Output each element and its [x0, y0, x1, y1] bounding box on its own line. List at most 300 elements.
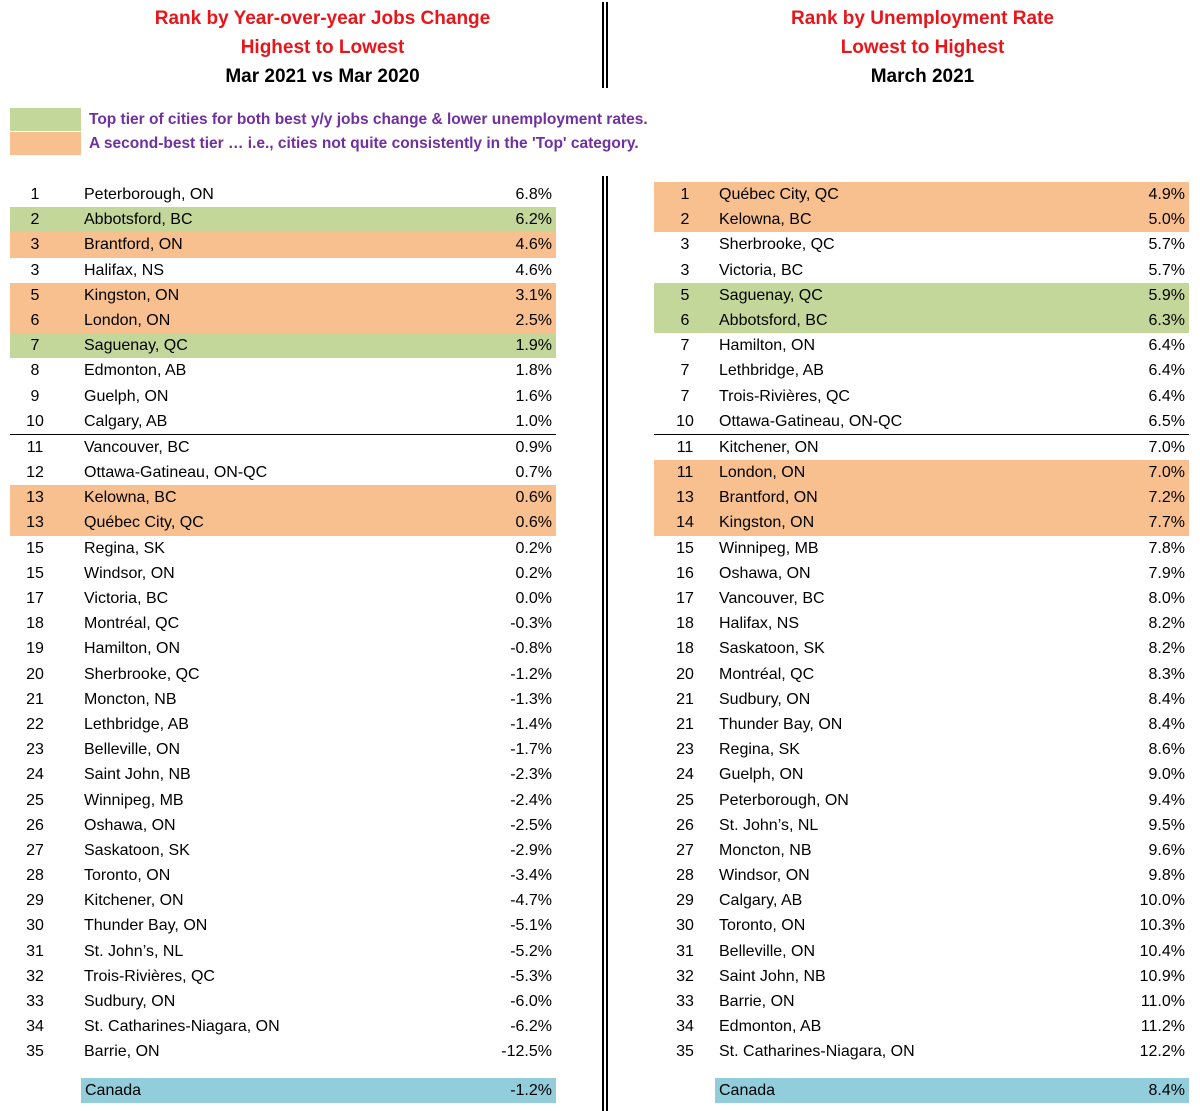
- rank-cell: 21: [676, 715, 694, 733]
- rank-cell: 17: [676, 590, 694, 607]
- value-cell: 7.2%: [1148, 489, 1185, 507]
- value-cell: 6.5%: [1148, 412, 1185, 430]
- jobs-change-table: [10, 182, 556, 1061]
- table-row: [654, 888, 1189, 913]
- table-row: [654, 333, 1189, 358]
- table-row: [654, 536, 1189, 561]
- value-cell: -0.8%: [510, 640, 552, 658]
- city-cell: Peterborough, ON: [84, 186, 214, 203]
- city-cell: Halifax, NS: [84, 261, 165, 279]
- value-cell: 5.7%: [1148, 236, 1185, 254]
- table-row: [654, 1014, 1189, 1039]
- table-row: [10, 989, 556, 1014]
- rank-cell: 18: [676, 640, 694, 658]
- rank-cell: 2: [680, 211, 690, 229]
- table-row: [654, 561, 1189, 586]
- rank-cell: 32: [26, 967, 44, 985]
- rank-cell: 2: [30, 211, 40, 229]
- value-cell: 10.9%: [1139, 967, 1185, 985]
- value-cell: 5.7%: [1148, 261, 1185, 279]
- value-cell: -5.2%: [510, 942, 552, 960]
- city-cell: St. Catharines-Niagara, ON: [84, 1018, 280, 1036]
- table-row: [654, 939, 1189, 964]
- jobs-change-header: [40, 4, 605, 91]
- table-row: [10, 232, 556, 257]
- value-cell: 9.4%: [1148, 791, 1185, 809]
- unemployment-title: Rank by Unemployment Rate: [791, 8, 1054, 29]
- value-cell: 9.8%: [1148, 867, 1185, 885]
- table-row: [654, 838, 1189, 863]
- value-cell: 0.9%: [515, 438, 552, 456]
- city-cell: Belleville, ON: [719, 942, 816, 960]
- rank-cell: 10: [26, 412, 44, 430]
- table-row: [654, 358, 1189, 383]
- city-cell: Calgary, AB: [719, 892, 803, 910]
- value-cell: 10.3%: [1139, 917, 1185, 935]
- value-cell: 1.8%: [515, 362, 552, 380]
- table-row: [10, 863, 556, 888]
- rank-cell: 18: [26, 615, 44, 633]
- rank-cell: 11: [26, 438, 44, 456]
- city-cell: Sudbury, ON: [719, 690, 811, 708]
- rank-cell: 16: [676, 564, 694, 582]
- table-row: [654, 913, 1189, 938]
- table-row: [654, 182, 1189, 207]
- table-row: [10, 358, 556, 383]
- table-row: [654, 687, 1189, 712]
- table-row: [654, 586, 1189, 611]
- city-cell: Lethbridge, AB: [719, 362, 824, 380]
- table-row: [10, 913, 556, 938]
- rank-cell: 29: [676, 892, 694, 910]
- rank-cell: 24: [26, 766, 44, 784]
- value-cell: 6.3%: [1148, 311, 1185, 329]
- city-cell: Abbotsford, BC: [84, 211, 193, 229]
- city-cell: Saguenay, QC: [719, 286, 823, 304]
- legend-swatch-second-tier: [10, 132, 81, 155]
- value-cell: -0.3%: [510, 615, 552, 633]
- rank-cell: 27: [26, 841, 44, 859]
- table-row: [654, 434, 1189, 460]
- value-cell: 8.4%: [1148, 715, 1185, 733]
- value-cell: 4.9%: [1148, 186, 1185, 203]
- table-row: [654, 662, 1189, 687]
- rank-cell: 34: [676, 1018, 694, 1036]
- rank-cell: 25: [26, 791, 44, 809]
- rank-cell: 21: [676, 690, 694, 708]
- city-cell: St. Catharines-Niagara, ON: [719, 1043, 915, 1061]
- column-divider-top: [602, 2, 608, 88]
- table-row: [10, 636, 556, 661]
- city-cell: Oshawa, ON: [719, 564, 811, 582]
- value-cell: -6.0%: [510, 993, 552, 1010]
- city-cell: Toronto, ON: [84, 867, 171, 885]
- city-cell: Brantford, ON: [84, 236, 183, 254]
- value-cell: 11.0%: [1140, 993, 1185, 1010]
- value-cell: 12.2%: [1139, 1043, 1185, 1061]
- value-cell: 8.0%: [1148, 590, 1185, 607]
- rank-cell: 9: [30, 387, 40, 405]
- unemployment-period: March 2021: [870, 66, 975, 87]
- table-row: [10, 611, 556, 636]
- rank-cell: 27: [676, 841, 694, 859]
- city-cell: Belleville, ON: [84, 741, 181, 759]
- city-cell: Kitchener, ON: [719, 438, 819, 456]
- table-row: [654, 712, 1189, 737]
- table-row: [654, 460, 1189, 485]
- table-row: [10, 182, 556, 207]
- value-cell: 10.0%: [1139, 892, 1185, 910]
- city-cell: Trois-Rivières, QC: [719, 387, 850, 405]
- value-cell: 7.8%: [1148, 539, 1185, 557]
- rank-cell: 21: [26, 690, 44, 708]
- city-cell: Guelph, ON: [719, 766, 804, 784]
- city-cell: Victoria, BC: [84, 590, 169, 607]
- rank-cell: 23: [676, 741, 694, 759]
- city-cell: Saskatoon, SK: [84, 841, 190, 859]
- value-cell: 11.2%: [1140, 1018, 1185, 1036]
- table-row: [654, 283, 1189, 308]
- rank-cell: 25: [676, 791, 694, 809]
- table-row: [10, 662, 556, 687]
- legend-text-second-tier: A second-best tier … i.e., cities not quite consistently in the 'Top' category.: [89, 135, 639, 152]
- city-cell: Windsor, ON: [84, 564, 175, 582]
- value-cell: 5.0%: [1148, 211, 1185, 229]
- table-row: [10, 939, 556, 964]
- city-cell: Oshawa, ON: [84, 816, 176, 834]
- table-row: [10, 536, 556, 561]
- city-cell: Kingston, ON: [84, 286, 180, 304]
- city-cell: Windsor, ON: [719, 867, 810, 885]
- value-cell: 6.2%: [515, 211, 552, 229]
- table-row: [10, 586, 556, 611]
- value-cell: -1.4%: [510, 715, 552, 733]
- table-row: [654, 207, 1189, 232]
- city-cell: St. John’s, NL: [719, 816, 819, 834]
- city-cell: London, ON: [84, 311, 171, 329]
- city-cell: Sudbury, ON: [84, 993, 176, 1010]
- value-cell: 4.6%: [515, 236, 552, 254]
- table-row: [10, 207, 556, 232]
- value-cell: -3.4%: [510, 867, 552, 885]
- unemployment-total-row: [715, 1078, 1189, 1103]
- rank-cell: 26: [26, 816, 44, 834]
- city-cell: Edmonton, AB: [719, 1018, 822, 1036]
- city-cell: Edmonton, AB: [84, 362, 187, 380]
- city-cell: Winnipeg, MB: [84, 791, 184, 809]
- rank-cell: 31: [26, 942, 44, 960]
- value-cell: -2.5%: [510, 816, 552, 834]
- value-cell: 7.7%: [1148, 514, 1185, 532]
- value-cell: 1.0%: [515, 412, 552, 430]
- table-row: [10, 687, 556, 712]
- table-row: [10, 283, 556, 308]
- value-cell: 0.6%: [515, 489, 552, 507]
- unemployment-subtitle: Lowest to Highest: [840, 37, 1005, 58]
- rank-cell: 1: [680, 186, 690, 203]
- value-cell: 4.6%: [515, 261, 552, 279]
- table-row: [654, 232, 1189, 257]
- rank-cell: 26: [676, 816, 694, 834]
- value-cell: -1.2%: [510, 665, 552, 683]
- table-row: [10, 788, 556, 813]
- city-cell: Kelowna, BC: [84, 489, 177, 507]
- city-cell: Hamilton, ON: [719, 337, 816, 355]
- value-cell: -2.4%: [510, 791, 552, 809]
- legend-text-top-tier: Top tier of cities for both best y/y jobs change & lower unemployment rates.: [89, 111, 648, 128]
- value-cell: 9.6%: [1148, 841, 1185, 859]
- jobs-change-subtitle: Highest to Lowest: [240, 37, 405, 58]
- rank-cell: 13: [26, 514, 44, 532]
- city-cell: Guelph, ON: [84, 387, 169, 405]
- rank-cell: 3: [30, 236, 40, 254]
- table-row: [654, 964, 1189, 989]
- rank-cell: 3: [680, 261, 690, 279]
- rank-cell: 7: [30, 337, 40, 355]
- city-cell: Saskatoon, SK: [719, 640, 825, 658]
- rank-cell: 3: [30, 261, 40, 279]
- value-cell: -6.2%: [510, 1018, 552, 1036]
- rank-cell: 19: [26, 640, 44, 658]
- city-cell: Brantford, ON: [719, 489, 818, 507]
- unemployment-table: [654, 182, 1189, 1061]
- city-cell: Victoria, BC: [719, 261, 804, 279]
- rank-cell: 7: [680, 362, 690, 380]
- city-cell: Peterborough, ON: [719, 791, 849, 809]
- value-cell: 9.5%: [1148, 816, 1185, 834]
- city-cell: Regina, SK: [719, 741, 800, 759]
- city-cell: Kingston, ON: [719, 514, 815, 532]
- table-row: [654, 863, 1189, 888]
- value-cell: 6.4%: [1148, 337, 1185, 355]
- table-row: [10, 460, 556, 485]
- city-cell: Ottawa-Gatineau, ON-QC: [84, 464, 268, 482]
- value-cell: 6.4%: [1148, 387, 1185, 405]
- value-cell: 6.4%: [1148, 362, 1185, 380]
- value-cell: 5.9%: [1148, 286, 1185, 304]
- jobs-change-total-row: [81, 1078, 556, 1103]
- value-cell: 7.0%: [1148, 438, 1185, 456]
- city-cell: Saint John, NB: [719, 967, 826, 985]
- value-cell: 0.0%: [515, 590, 552, 607]
- city-cell: Lethbridge, AB: [84, 715, 189, 733]
- value-cell: 0.7%: [515, 464, 552, 482]
- value-cell: -2.3%: [510, 766, 552, 784]
- total-label: Canada: [85, 1082, 142, 1099]
- rank-cell: 34: [26, 1018, 44, 1036]
- rank-cell: 30: [676, 917, 694, 935]
- rank-cell: 31: [676, 942, 694, 960]
- value-cell: -5.1%: [510, 917, 552, 935]
- table-row: [654, 762, 1189, 787]
- value-cell: 8.4%: [1148, 690, 1185, 708]
- table-row: [10, 258, 556, 283]
- table-row: [654, 258, 1189, 283]
- value-cell: 6.8%: [515, 186, 552, 203]
- value-cell: 2.5%: [515, 311, 552, 329]
- rank-cell: 15: [26, 539, 44, 557]
- city-cell: Barrie, ON: [84, 1043, 160, 1061]
- table-row: [654, 308, 1189, 333]
- table-row: [654, 989, 1189, 1014]
- value-cell: 8.2%: [1148, 640, 1185, 658]
- city-cell: Kelowna, BC: [719, 211, 812, 229]
- table-row: [654, 409, 1189, 434]
- rank-cell: 24: [676, 766, 694, 784]
- rank-cell: 8: [30, 362, 40, 380]
- value-cell: 7.0%: [1148, 464, 1185, 482]
- city-cell: Trois-Rivières, QC: [84, 967, 215, 985]
- total-value: -1.2%: [510, 1082, 552, 1099]
- city-cell: Calgary, AB: [84, 412, 168, 430]
- city-cell: Saguenay, QC: [84, 337, 188, 355]
- rank-cell: 14: [676, 514, 694, 532]
- city-cell: Québec City, QC: [84, 514, 204, 532]
- rank-cell: 15: [676, 539, 694, 557]
- rank-cell: 33: [676, 993, 694, 1010]
- rank-cell: 13: [676, 489, 694, 507]
- table-row: [10, 409, 556, 434]
- table-row: [654, 510, 1189, 535]
- rank-cell: 35: [26, 1043, 44, 1061]
- city-cell: Winnipeg, MB: [719, 539, 819, 557]
- table-row: [654, 788, 1189, 813]
- rank-cell: 7: [680, 337, 690, 355]
- table-row: [10, 737, 556, 762]
- value-cell: 10.4%: [1139, 942, 1185, 960]
- city-cell: Sherbrooke, QC: [84, 665, 200, 683]
- rank-cell: 30: [26, 917, 44, 935]
- unemployment-header: [640, 4, 1200, 91]
- city-cell: Thunder Bay, ON: [84, 917, 208, 935]
- table-row: [654, 813, 1189, 838]
- table-row: [10, 964, 556, 989]
- city-cell: Montréal, QC: [719, 665, 815, 683]
- value-cell: 0.2%: [515, 564, 552, 582]
- value-cell: -1.3%: [510, 690, 552, 708]
- city-cell: Abbotsford, BC: [719, 311, 828, 329]
- value-cell: 3.1%: [515, 286, 552, 304]
- table-row: [10, 838, 556, 863]
- table-row: [10, 510, 556, 535]
- city-cell: Vancouver, BC: [719, 590, 825, 607]
- jobs-change-period: Mar 2021 vs Mar 2020: [225, 66, 420, 87]
- value-cell: -5.3%: [510, 967, 552, 985]
- city-cell: Regina, SK: [84, 539, 165, 557]
- table-row: [10, 561, 556, 586]
- table-row: [10, 434, 556, 460]
- value-cell: -4.7%: [510, 892, 552, 910]
- city-cell: Sherbrooke, QC: [719, 236, 835, 254]
- rank-cell: 32: [676, 967, 694, 985]
- table-row: [654, 1039, 1189, 1064]
- value-cell: 8.2%: [1148, 615, 1185, 633]
- table-row: [10, 333, 556, 358]
- value-cell: -1.7%: [510, 741, 552, 759]
- table-row: [654, 737, 1189, 762]
- city-cell: Ottawa-Gatineau, ON-QC: [719, 412, 903, 430]
- city-cell: Barrie, ON: [719, 993, 795, 1010]
- rank-cell: 22: [26, 715, 44, 733]
- value-cell: 8.3%: [1148, 665, 1185, 683]
- city-cell: Moncton, NB: [719, 841, 812, 859]
- column-divider: [602, 176, 608, 1111]
- rank-cell: 7: [680, 387, 690, 405]
- rank-cell: 6: [30, 311, 40, 329]
- table-row: [10, 712, 556, 737]
- jobs-change-title: Rank by Year-over-year Jobs Change: [154, 8, 491, 29]
- value-cell: 0.6%: [515, 514, 552, 532]
- city-cell: Saint John, NB: [84, 766, 191, 784]
- rank-cell: 29: [26, 892, 44, 910]
- table-row: [10, 813, 556, 838]
- rank-cell: 28: [676, 867, 694, 885]
- rank-cell: 20: [26, 665, 44, 683]
- city-cell: London, ON: [719, 464, 806, 482]
- table-row: [10, 888, 556, 913]
- table-row: [654, 485, 1189, 510]
- city-cell: Kitchener, ON: [84, 892, 184, 910]
- city-cell: Québec City, QC: [719, 186, 839, 203]
- rank-cell: 1: [30, 186, 40, 203]
- rank-cell: 17: [26, 590, 44, 607]
- table-row: [10, 485, 556, 510]
- rank-cell: 33: [26, 993, 44, 1010]
- rank-cell: 28: [26, 867, 44, 885]
- value-cell: 0.2%: [515, 539, 552, 557]
- rank-cell: 11: [676, 438, 694, 456]
- city-cell: Hamilton, ON: [84, 640, 181, 658]
- rank-cell: 11: [676, 464, 694, 482]
- table-row: [10, 308, 556, 333]
- rank-cell: 5: [680, 286, 690, 304]
- value-cell: -2.9%: [510, 841, 552, 859]
- value-cell: 7.9%: [1148, 564, 1185, 582]
- table-row: [654, 384, 1189, 409]
- city-cell: Halifax, NS: [719, 615, 800, 633]
- rank-cell: 20: [676, 665, 694, 683]
- rank-cell: 5: [30, 286, 40, 304]
- table-row: [654, 636, 1189, 661]
- value-cell: 8.6%: [1148, 741, 1185, 759]
- rank-cell: 23: [26, 741, 44, 759]
- legend-swatch-top-tier: [10, 108, 81, 131]
- rank-cell: 15: [26, 564, 44, 582]
- table-row: [654, 611, 1189, 636]
- city-cell: St. John’s, NL: [84, 942, 184, 960]
- rank-cell: 13: [26, 489, 44, 507]
- rank-cell: 3: [680, 236, 690, 254]
- total-value: 8.4%: [1148, 1082, 1185, 1099]
- city-cell: Thunder Bay, ON: [719, 715, 843, 733]
- table-row: [10, 762, 556, 787]
- value-cell: 1.6%: [515, 387, 552, 405]
- city-cell: Moncton, NB: [84, 690, 177, 708]
- city-cell: Montréal, QC: [84, 615, 180, 633]
- rank-cell: 35: [676, 1043, 694, 1061]
- value-cell: -12.5%: [501, 1043, 552, 1061]
- rank-cell: 10: [676, 412, 694, 430]
- total-label: Canada: [719, 1082, 776, 1099]
- city-cell: Toronto, ON: [719, 917, 806, 935]
- value-cell: 1.9%: [515, 337, 552, 355]
- table-row: [10, 1014, 556, 1039]
- value-cell: 9.0%: [1148, 766, 1185, 784]
- table-row: [10, 384, 556, 409]
- table-row: [10, 1039, 556, 1064]
- rank-cell: 18: [676, 615, 694, 633]
- city-cell: Vancouver, BC: [84, 438, 190, 456]
